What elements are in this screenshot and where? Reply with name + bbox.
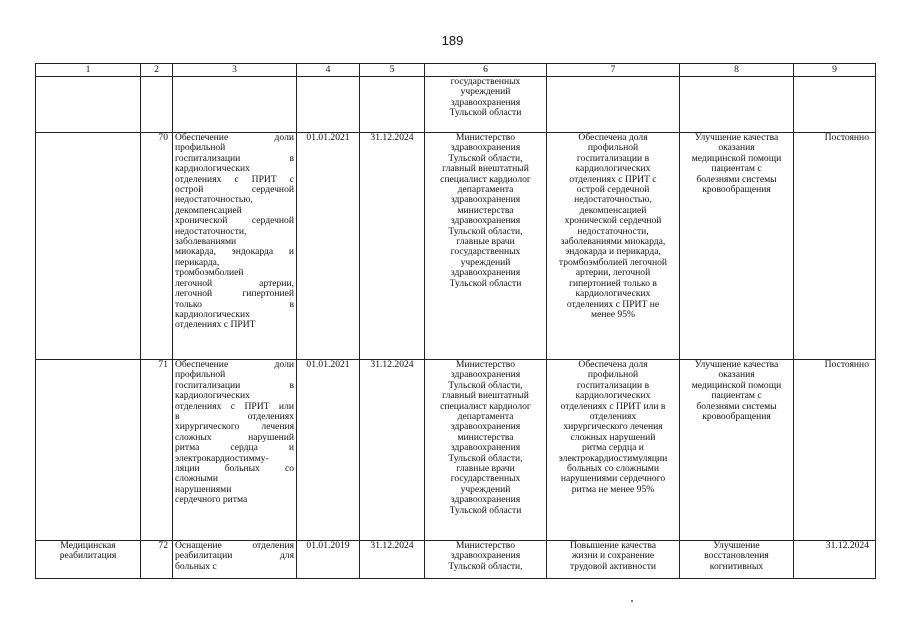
cell-line: ритма сердца и	[582, 442, 644, 454]
cell-line: недостаточности,	[175, 225, 247, 237]
cell-line: отделениях с ПРИТ или	[175, 400, 294, 412]
cell-line: министерства	[457, 204, 514, 216]
cell-line: миокарда, эндокарда и	[175, 246, 294, 258]
cell-line: здравоохранения	[450, 550, 521, 562]
cell-line: Тульской области	[449, 107, 522, 119]
cell-line: учреждений	[460, 483, 511, 495]
column-header: 5	[360, 64, 425, 77]
effect-cell	[680, 133, 794, 360]
cell-line: болезнями системы	[696, 400, 777, 412]
cell-line: кардиологических	[575, 390, 651, 402]
cell-line: Тульской области,	[448, 152, 523, 164]
cell-line: острой сердечной	[576, 184, 650, 196]
cell-line: здравоохранения	[450, 267, 521, 279]
cell-line: тромбоэмболией	[175, 267, 244, 279]
cell-line: государственных	[450, 473, 521, 485]
cell-line: пациентам с	[711, 163, 762, 175]
cell-line: специалист кардиолог	[440, 400, 531, 412]
cell-line: Министерство	[455, 132, 516, 143]
end-date-cell: 31.12.2024	[360, 541, 425, 579]
cell-line: Тульской области	[449, 277, 522, 289]
item-number-cell: 72	[141, 541, 173, 579]
measure-cell	[173, 133, 297, 360]
deadline-cell	[794, 77, 876, 133]
cell-line: главные врачи	[456, 463, 515, 475]
cell-line: Обеспечена доля	[578, 132, 648, 143]
cell-line: здравоохранения	[450, 215, 521, 227]
responsible-cell	[425, 133, 547, 360]
cell-line: государственных	[450, 76, 521, 87]
cell-line: хирургического лечения	[563, 421, 663, 433]
cell-line: Обеспечение доли	[175, 132, 294, 143]
cell-line: артерии, легочной	[575, 267, 651, 279]
cell-line: здравоохранения	[450, 494, 521, 506]
cell-line: хронической сердечной	[175, 215, 294, 227]
cell-line: здравоохранения	[450, 442, 521, 454]
item-number-cell	[141, 77, 173, 133]
item-number-cell: 70	[141, 133, 173, 360]
cell-line: кровообращения	[702, 411, 771, 423]
cell-line: сложных нарушений	[175, 431, 294, 443]
cell-line: легочной артерии,	[175, 277, 294, 289]
section-cell	[36, 541, 141, 579]
cell-line: департамента	[457, 411, 514, 423]
cell-line: хирургического лечения	[175, 421, 294, 433]
cell-line: гипертонией только в	[569, 277, 657, 289]
cell-line: ляции больных со	[175, 463, 294, 475]
column-header: 9	[794, 64, 876, 77]
table-row	[36, 541, 876, 579]
cell-line: сложных нарушений	[570, 431, 656, 443]
cell-line: департамента	[457, 184, 514, 196]
cell-line: сложными	[175, 473, 219, 485]
deadline-cell: Постоянно	[794, 360, 876, 541]
cell-line: кардиологических	[575, 288, 651, 300]
cell-line: реабилитация	[59, 550, 117, 562]
cell-line: здравоохранения	[450, 96, 521, 108]
program-table	[35, 63, 876, 579]
cell-line: профильной	[175, 142, 226, 154]
section-cell	[36, 133, 141, 360]
cell-line: Улучшение	[713, 540, 760, 551]
cell-line: медицинской помощи	[691, 152, 782, 164]
cell-line: острой сердечной	[175, 184, 294, 196]
cell-line: нарушениями	[175, 483, 232, 495]
cell-line: перикарда,	[175, 256, 220, 268]
cell-line: отделениях с ПРИТ не	[566, 298, 660, 310]
cell-line: профильной	[175, 369, 226, 381]
responsible-cell	[425, 541, 547, 579]
cell-line: нарушениями сердечного	[560, 473, 666, 485]
section-cell	[36, 77, 141, 133]
cell-line: Тульской области,	[448, 225, 523, 237]
cell-line: главные врачи	[456, 236, 515, 248]
cell-line: ритма не менее 95%	[571, 483, 655, 495]
cell-line: кардиологических	[175, 390, 250, 402]
start-date-cell	[297, 77, 360, 133]
expected-result-cell	[547, 133, 680, 360]
effect-cell	[680, 360, 794, 541]
cell-line: ритма сердца и	[175, 442, 294, 454]
start-date-cell: 01.01.2021	[297, 360, 360, 541]
deadline-cell: Постоянно	[794, 133, 876, 360]
header-row	[36, 64, 876, 77]
measure-cell	[173, 541, 297, 579]
measure-cell	[173, 77, 297, 133]
effect-cell	[680, 541, 794, 579]
cell-line: Улучшение качества	[694, 132, 779, 143]
cell-line: учреждений	[460, 86, 511, 98]
responsible-cell	[425, 360, 547, 541]
cell-line: недостаточности,	[577, 225, 649, 237]
cell-line: только в	[175, 298, 294, 310]
cell-line: кардиологических	[575, 163, 651, 175]
cell-line: Оснащение отделения	[175, 540, 294, 551]
column-header: 8	[680, 64, 794, 77]
start-date-cell: 01.01.2019	[297, 541, 360, 579]
cell-line: госпитализации в	[576, 152, 650, 164]
cell-line: заболеваниями миокарда,	[560, 236, 666, 248]
column-header: 4	[297, 64, 360, 77]
cell-line: Министерство	[455, 540, 516, 551]
cell-line: легочной гипертонией	[175, 288, 294, 300]
cell-line: электрокардиостимму-	[175, 452, 269, 464]
cell-line: эндокарда и перикарда,	[565, 246, 661, 258]
cell-line: трудовой активности	[569, 560, 657, 572]
expected-result-cell	[547, 77, 680, 133]
cell-line: отделениях с ПРИТ	[175, 319, 256, 331]
table-row	[36, 360, 876, 541]
cell-line: Повышение качества	[569, 540, 657, 551]
cell-line: хронической сердечной	[564, 215, 662, 227]
cell-line: здравоохранения	[450, 194, 521, 206]
cell-line: жизни и сохранение	[571, 550, 655, 562]
cell-line: главный внештатный	[442, 163, 529, 175]
cell-line: Медицинская	[60, 540, 116, 551]
cell-line: отделениях с ПРИТ или в	[560, 400, 666, 412]
cell-line: медицинской помощи	[691, 379, 782, 391]
cell-line: Обеспечение доли	[175, 359, 294, 370]
cell-line: оказания	[718, 369, 755, 381]
cell-line: специалист кардиолог	[440, 173, 531, 185]
cell-line: тромбоэмболией легочной	[558, 256, 668, 268]
column-header: 1	[36, 64, 141, 77]
cell-line: здравоохранения	[450, 142, 521, 154]
cell-line: оказания	[718, 142, 755, 154]
cell-line: здравоохранения	[450, 369, 521, 381]
cell-line: профильной	[587, 142, 639, 154]
cell-line: недостаточностью,	[574, 194, 652, 206]
cell-line: Министерство	[455, 359, 516, 370]
cell-line: пациентам с	[711, 390, 762, 402]
cell-line: менее 95%	[591, 308, 635, 320]
cell-line: Тульской области,	[448, 379, 523, 391]
cell-line: отделениях с ПРИТ с	[175, 173, 294, 185]
cell-line: кардиологических	[175, 308, 250, 320]
expected-result-cell	[547, 541, 680, 579]
measure-cell	[173, 360, 297, 541]
cell-line: больных с	[175, 560, 217, 572]
scan-speck	[631, 600, 633, 602]
page-number: 189	[441, 33, 464, 48]
cell-line: декомпенсацией	[579, 204, 647, 216]
effect-cell	[680, 77, 794, 133]
cell-line: главный внештатный	[442, 390, 529, 402]
cell-line: госпитализации в	[576, 379, 650, 391]
cell-line: заболеваниями	[175, 236, 237, 248]
cell-line: в отделениях	[175, 411, 294, 423]
cell-line: Обеспечена доля	[578, 359, 648, 370]
item-number-cell: 71	[141, 360, 173, 541]
deadline-cell: 31.12.2024	[794, 541, 876, 579]
cell-line: кровообращения	[702, 184, 771, 196]
cell-line: больных со сложными	[567, 463, 659, 475]
cell-line: Тульской области,	[448, 560, 523, 572]
cell-line: министерства	[457, 431, 514, 443]
table-body	[36, 77, 876, 579]
cell-line: электрокардиостимуляции	[558, 452, 668, 464]
start-date-cell: 01.01.2021	[297, 133, 360, 360]
column-header: 7	[547, 64, 680, 77]
cell-line: кардиологических	[175, 163, 250, 175]
responsible-cell	[425, 77, 547, 133]
cell-line: учреждений	[460, 256, 511, 268]
column-header: 3	[173, 64, 297, 77]
cell-line: Тульской области	[449, 504, 522, 516]
cell-line: сердечного ритма	[175, 494, 248, 506]
cell-line: госпитализации в	[175, 152, 294, 164]
expected-result-cell	[547, 360, 680, 541]
cell-line: Улучшение качества	[694, 359, 779, 370]
cell-line: отделениях	[589, 411, 637, 423]
end-date-cell: 31.12.2024	[360, 360, 425, 541]
end-date-cell: 31.12.2024	[360, 133, 425, 360]
end-date-cell	[360, 77, 425, 133]
cell-line: недостаточностью,	[175, 194, 253, 206]
cell-line: декомпенсацией	[175, 204, 242, 216]
table-row	[36, 77, 876, 133]
section-cell	[36, 360, 141, 541]
cell-line: Тульской области,	[448, 452, 523, 464]
cell-line: когнитивных	[709, 560, 764, 572]
cell-line: восстановления	[704, 550, 769, 562]
cell-line: здравоохранения	[450, 421, 521, 433]
cell-line: болезнями системы	[696, 173, 777, 185]
cell-line: государственных	[450, 246, 521, 258]
column-header: 6	[425, 64, 547, 77]
column-header: 2	[141, 64, 173, 77]
cell-line: госпитализации в	[175, 379, 294, 391]
cell-line: профильной	[587, 369, 639, 381]
cell-line: реабилитации для	[175, 550, 294, 562]
table-row	[36, 133, 876, 360]
cell-line: отделениях с ПРИТ с	[569, 173, 657, 185]
